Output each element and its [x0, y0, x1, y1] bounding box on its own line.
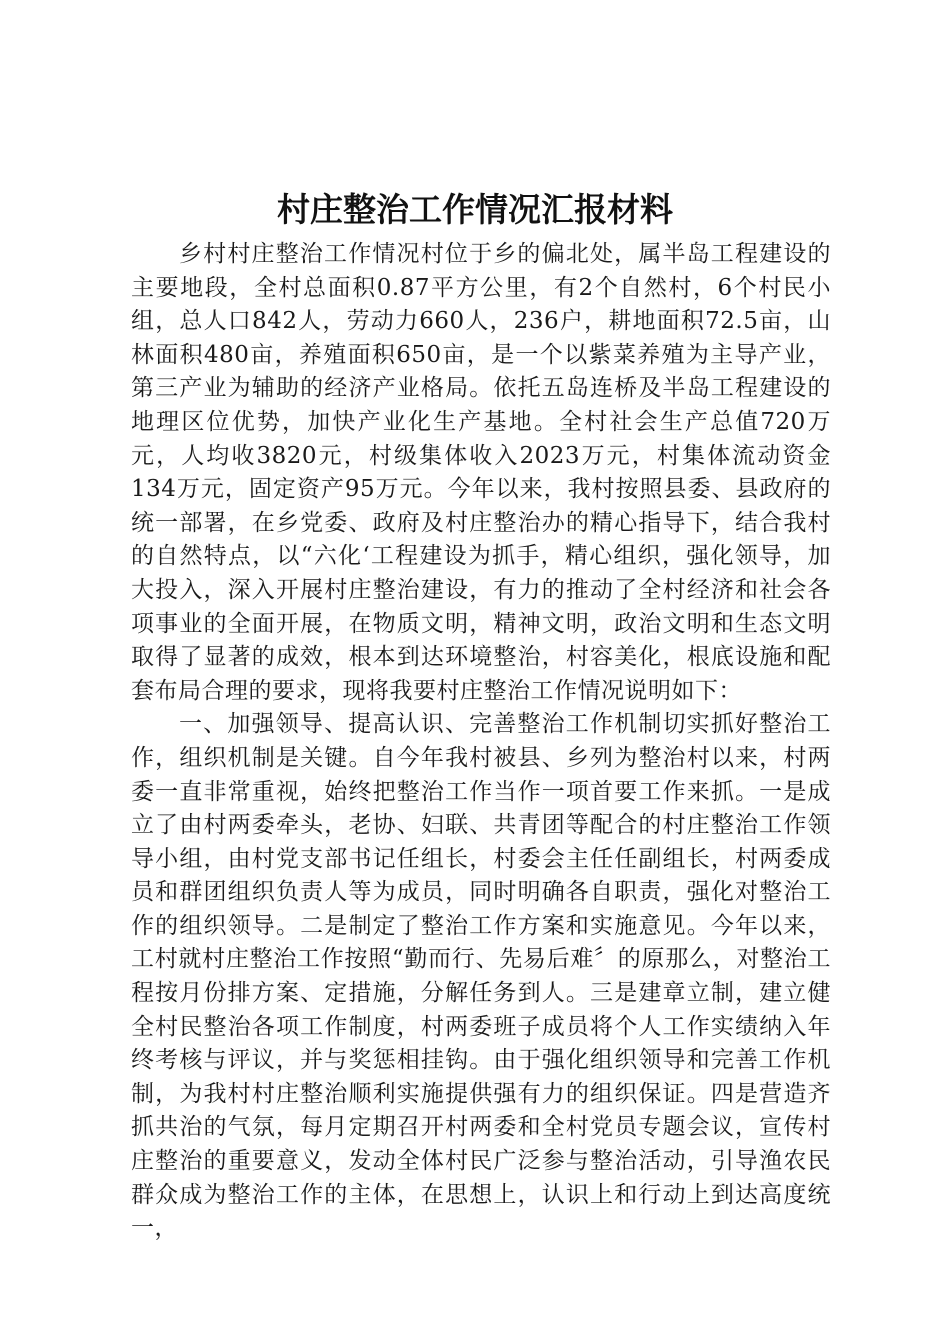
paragraph-intro: 乡村村庄整治工作情况村位于乡的偏北处，属半岛工程建设的主要地段，全村总面积0.87平方公里，有2个自然村，6个村民小组，总人口842人，劳动力660人，236户，耕地面积72.5亩，山林面积480亩，养殖面积650亩，是一个以紫菜养殖为主导产业，第三产业为辅助的经济产业格局。依托五岛连桥及半岛工程建设的地理区位优势，加快产业化生产基地。全村社会生产总值720万元，人均收3820元，村级集体收入2023万元，村集体流动资金134万元，固定资产95万元。今年以来，我村按照县委、县政府的统一部署，在乡党委、政府及村庄整治办的精心指导下，结合我村的自然特点，以“六化‘工程建设为抓手，精心组织，强化领导，加大投入，深入开展村庄整治建设，有力的推动了全村经济和社会各项事业的全面开展，在物质文明，精神文明，政治文明和生态文明取得了显著的成效，根本到达环境整治，村容美化，根底设施和配套布局合理的要求，现将我要村庄整治工作情况说明如下：: [131, 241, 831, 704]
document-body: [131, 238, 831, 1246]
document-title: 村庄整治工作情况汇报材料: [277, 190, 673, 229]
paragraph-section-one: 一、加强领导、提高认识、完善整治工作机制切实抓好整治工作，组织机制是关键。自今年我村被县、乡列为整治村以来，村两委一直非常重视，始终把整治工作当作一项首要工作来抓。一是成立了由村两委牵头，老协、妇联、共青团等配合的村庄整治工作领导小组，由村党支部书记任组长，村委会主任任副组长，村两委成员和群团组织负责人等为成员，同时明确各自职责，强化对整治工作的组织领导。二是制定了整治工作方案和实施意见。今年以来，工村就村庄整治工作按照“勤而行、先易后难〞的原那么，对整治工程按月份排方案、定措施，分解任务到人。三是建章立制，建立健全村民整治各项工作制度，村两委班子成员将个人工作实绩纳入年终考核与评议，并与奖惩相挂钩。由于强化组织领导和完善工作机制，为我村村庄整治顺利实施提供强有力的组织保证。四是营造齐抓共治的气氛，每月定期召开村两委和全村党员专题会议，宣传村庄整治的重要意义，发动全体村民广泛参与整治活动，引导渔农民群众成为整治工作的主体，在思想上，认识上和行动上到达高度统一，: [131, 711, 831, 1242]
